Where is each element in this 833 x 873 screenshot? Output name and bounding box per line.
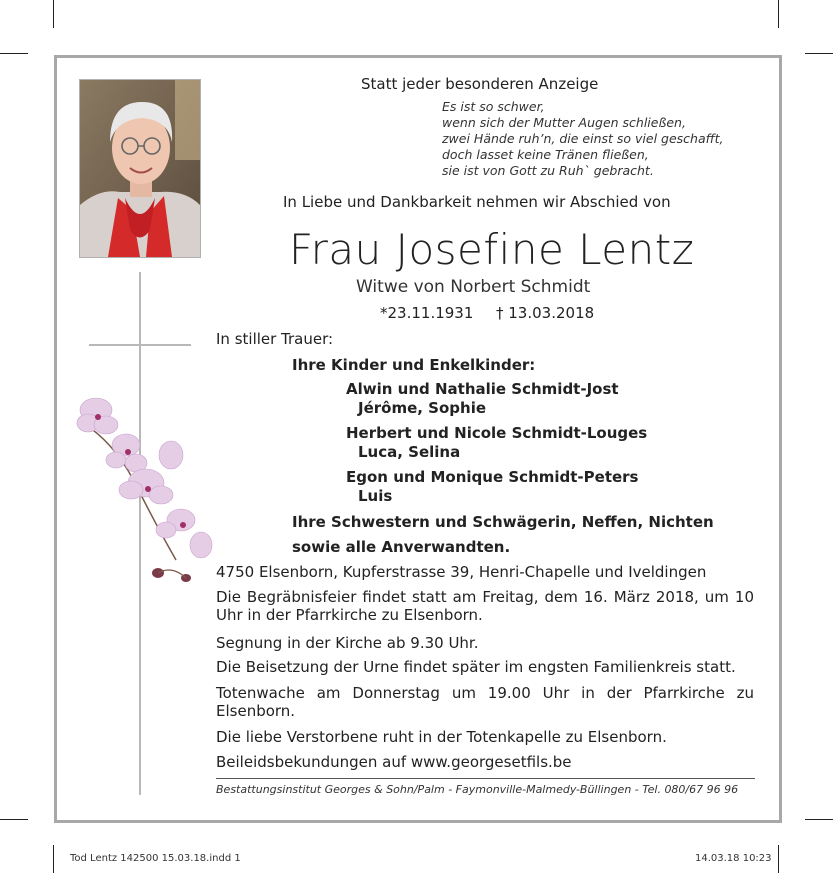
widow-of: Witwe von Norbert Schmidt (356, 277, 591, 297)
mourners-intro: In stiller Trauer: (216, 330, 334, 348)
crop-mark (778, 845, 779, 873)
poem-line: doch lasset keine Tränen fließen, (442, 147, 649, 162)
relatives-line: sowie alle Anverwandten. (292, 538, 511, 556)
family-parents: Alwin und Nathalie Schmidt-Jost (346, 380, 619, 398)
wake-info: Totenwache am Donnerstag um 19.00 Uhr in der Pfarrkirche zu Elsenborn. (216, 684, 754, 720)
crop-mark (0, 819, 28, 820)
crop-mark (805, 819, 833, 820)
blessing-info: Segnung in der Kirche ab 9.30 Uhr. (216, 634, 479, 652)
birth-date: *23.11.1931 (380, 304, 474, 322)
crop-mark (53, 0, 54, 28)
poem-line: zwei Hände ruh’n, die einst so viel geschafft, (442, 131, 724, 146)
file-slug: Tod Lentz 142500 15.03.18.indd 1 (70, 853, 241, 864)
notice-line: Statt jeder besonderen Anzeige (361, 75, 599, 93)
rests-info: Die liebe Verstorbene ruht in der Totenkapelle zu Elsenborn. (216, 728, 667, 746)
family-kids: Luca, Selina (358, 443, 461, 461)
crop-mark (778, 0, 779, 28)
address-line: 4750 Elsenborn, Kupferstrasse 39, Henri-Chapelle und Iveldingen (216, 563, 707, 581)
crop-mark (53, 845, 54, 873)
death-date: † 13.03.2018 (496, 304, 595, 322)
children-heading: Ihre Kinder und Enkelkinder: (292, 356, 536, 374)
cross-horizontal (89, 344, 191, 346)
family-kids: Luis (358, 487, 393, 505)
family-parents: Herbert und Nicole Schmidt-Louges (346, 424, 648, 442)
crop-mark (0, 53, 28, 54)
family-kids: Jérôme, Sophie (358, 399, 487, 417)
intro-line: In Liebe und Dankbarkeit nehmen wir Abschied von (283, 193, 671, 211)
deceased-name: Frau Josefine Lentz (289, 225, 695, 274)
orchid-decoration (76, 385, 216, 585)
condolences-info: Beileidsbekundungen auf www.georgesetfils.be (216, 753, 572, 771)
poem-line: wenn sich der Mutter Augen schließen, (442, 115, 686, 130)
siblings-line: Ihre Schwestern und Schwägerin, Neffen, Nichten (292, 513, 714, 531)
footer-divider (216, 778, 755, 779)
poem-line: Es ist so schwer, (442, 99, 545, 114)
family-parents: Egon und Monique Schmidt-Peters (346, 468, 639, 486)
crop-mark (805, 53, 833, 54)
funeral-home-footer: Bestattungsinstitut Georges & Sohn/Palm - Faymonville-Malmedy-Büllingen - Tel. 080/67 96 96 (216, 783, 739, 796)
portrait-photo (79, 79, 201, 258)
portrait-image (80, 80, 200, 257)
funeral-info: Die Begräbnisfeier findet statt am Freitag, dem 16. März 2018, um 10 Uhr in der Pfarrkirche zu Elsenborn. (216, 588, 754, 624)
poem-line: sie ist von Gott zu Ruh` gebracht. (442, 163, 654, 178)
timestamp-slug: 14.03.18 10:23 (695, 853, 772, 864)
poem (442, 99, 724, 179)
burial-info: Die Beisetzung der Urne findet später im engsten Familienkreis statt. (216, 658, 736, 676)
